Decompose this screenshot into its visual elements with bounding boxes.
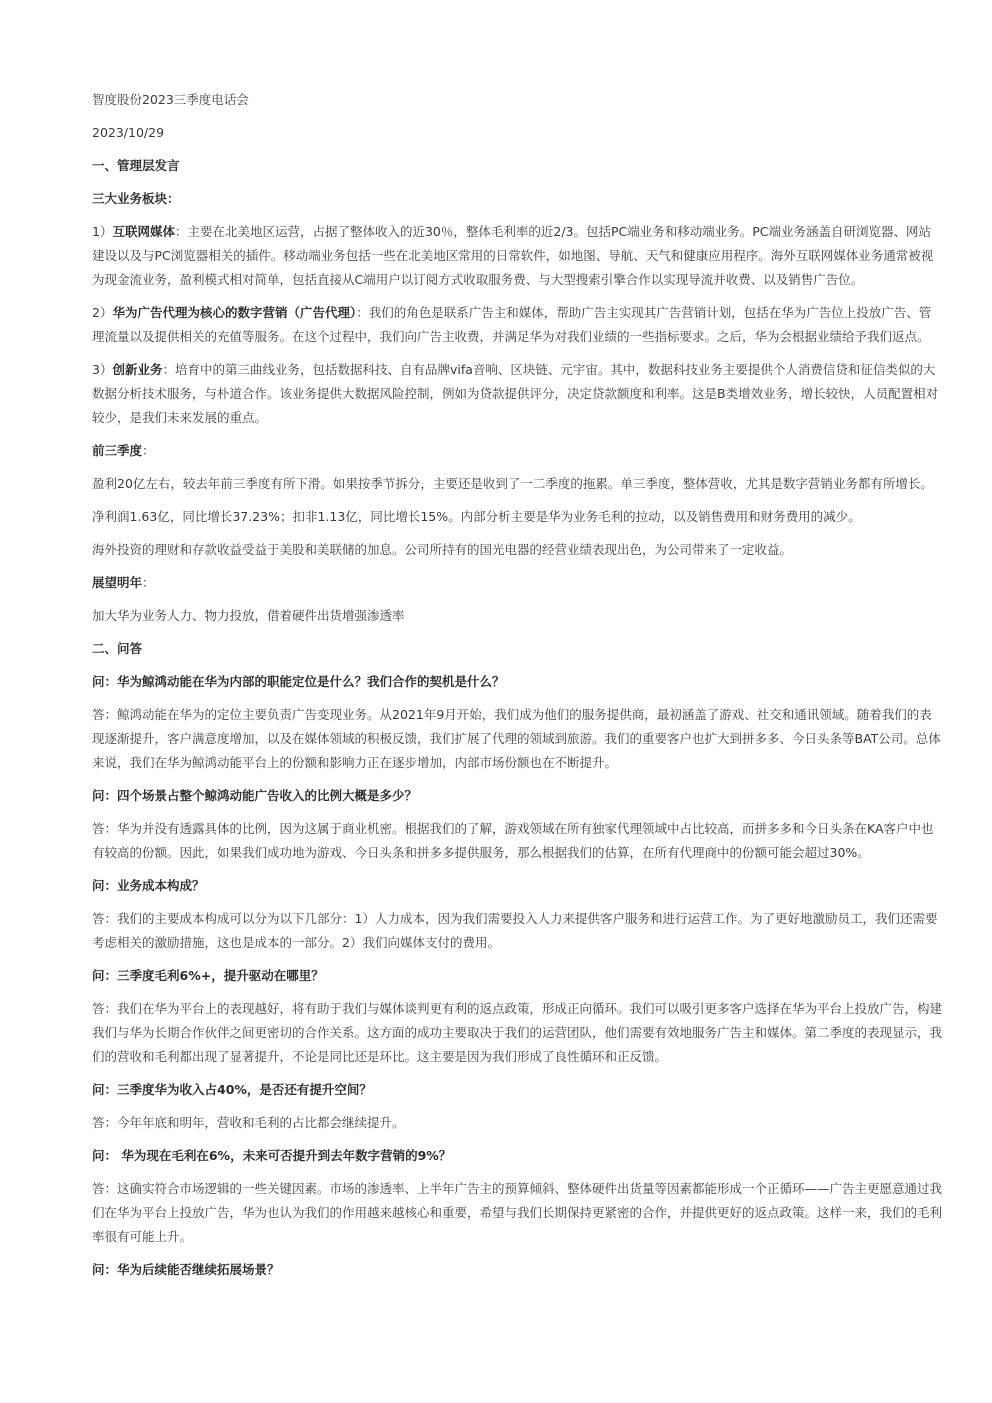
segment-prefix: 2） bbox=[92, 305, 113, 320]
qa-question: 问：三季度毛利6%+，提升驱动在哪里？ bbox=[92, 968, 324, 983]
q3-paragraph-net-profit: 净利润1.63亿，同比增长37.23%；扣非1.13亿，同比增长15%。内部分析主要是华为业务毛利的拉动，以及销售费用和财务费用的减少。 bbox=[92, 509, 861, 524]
segment-text: ：主要在北美地区运营，占据了整体收入的近30％，整体毛利率的近2/3。包括PC端业务和移动端业务。PC端业务涵盖自研浏览器、网站建设以及与PC浏览器相关的插件。移动端业务包括一些在北美地区常用的日常软件，如地图、导航、天气和健康应用程序。海外互联网媒体业务通常被视为现金流业务，盈利模式相对简单，包括直接从C端用户以订阅方式收取服务费、与大型搜索引擎合作以实现导流并收费、以及销售广告位。 bbox=[92, 224, 934, 287]
qa-answer: 答：这确实符合市场逻辑的一些关键因素。市场的渗透率、上半年广告主的预算倾斜、整体硬件出货量等因素都能形成一个正循环——广告主更愿意通过我们在华为平台上投放广告，华为也认为我们的作用越来越核心和重要，希望与我们长期保持更紧密的合作，并提供更好的返点政策。这样一来，我们的毛利率很有可能上升。 bbox=[92, 1181, 943, 1244]
segment-paragraph-digital-marketing bbox=[92, 301, 942, 349]
document-page bbox=[92, 88, 942, 1291]
qa-answer: 答：我们在华为平台上的表现越好，将有助于我们与媒体谈判更有利的返点政策，形成正向循环。我们可以吸引更多客户选择在华为平台上投放广告，构建我们与华为长期合作伙伴之间更密切的合作关系。这方面的成功主要取决于我们的运营团队，他们需要有效地服务广告主和媒体。第二季度的表现显示，我们的营收和毛利都出现了显著提升，不论是同比还是环比。这主要是因为我们形成了良性循环和正反馈。 bbox=[92, 1001, 943, 1064]
qa-question: 问： 华为现在毛利在6%，未来可否提升到去年数字营销的9%？ bbox=[92, 1148, 452, 1163]
sub-heading-colon: ： bbox=[142, 575, 155, 590]
section-heading-management: 一、管理层发言 bbox=[92, 158, 180, 173]
sub-heading-label: 展望明年 bbox=[92, 575, 143, 590]
document-title: 智度股份2023三季度电话会 bbox=[92, 92, 249, 107]
segment-text: ：我们的角色是联系广告主和媒体，帮助广告主实现其广告营销计划，包括在华为广告位上投放广告、管理流量以及提供相关的充值等服务。在这个过程中，我们向广告主收费，并满足华为对我们业绩的一些指标要求。之后，华为会根据业绩给予我们返点。 bbox=[92, 305, 932, 344]
segment-label: 互联网媒体 bbox=[112, 224, 175, 239]
segment-prefix: 1） bbox=[92, 224, 113, 239]
segment-label: 创新业务 bbox=[112, 362, 163, 377]
segment-label: 华为广告代理为核心的数字营销（广告代理） bbox=[112, 305, 357, 320]
qa-question: 问：华为后续能否继续拓展场景？ bbox=[92, 1262, 280, 1277]
qa-question: 问：业务成本构成？ bbox=[92, 878, 205, 893]
qa-question: 问：四个场景占整个鲸鸿动能广告收入的比例大概是多少？ bbox=[92, 788, 418, 803]
qa-question: 问：三季度华为收入占40%，是否还有提升空间？ bbox=[92, 1082, 372, 1097]
q3-paragraph-revenue: 盈利20亿左右，较去年前三季度有所下滑。如果按季节拆分，主要还是收到了一二季度的拖累。单三季度，整体营收，尤其是数字营销业务都有所增长。 bbox=[92, 476, 933, 491]
qa-answer: 答：华为并没有透露具体的比例，因为这属于商业机密。根据我们的了解，游戏领域在所有独家代理领域中占比较高，而拼多多和今日头条在KA客户中也有较高的份额。因此，如果我们成功地为游戏、今日头条和拼多多提供服务，那么根据我们的估算，在所有代理商中的份额可能会超过30%。 bbox=[92, 821, 934, 860]
sub-heading-first-three-quarters bbox=[92, 439, 942, 463]
sub-heading-colon: ： bbox=[142, 443, 155, 458]
sub-heading-outlook bbox=[92, 571, 942, 595]
document-date: 2023/10/29 bbox=[92, 125, 165, 140]
qa-question: 问：华为鲸鸿动能在华为内部的职能定位是什么？我们合作的契机是什么？ bbox=[92, 674, 505, 689]
qa-answer: 答：鲸鸿动能在华为的定位主要负责广告变现业务。从2021年9月开始，我们成为他们的服务提供商，最初涵盖了游戏、社交和通讯领域。随着我们的表现逐渐提升，客户满意度增加，以及在媒体领域的积极反馈，我们扩展了代理的领域到旅游。我们的重要客户也扩大到拼多多、今日头条等BAT公司。总体来说，我们在华为鲸鸿动能平台上的份额和影响力正在逐步增加，内部市场份额也在不断提升。 bbox=[92, 707, 941, 770]
segment-paragraph-internet-media bbox=[92, 220, 942, 292]
qa-answer: 答：我们的主要成本构成可以分为以下几部分：1）人力成本，因为我们需要投入人力来提供客户服务和进行运营工作。为了更好地激励员工，我们还需要考虑相关的激励措施，这也是成本的一部分。2）我们向媒体支付的费用。 bbox=[92, 911, 938, 950]
segment-paragraph-innovation bbox=[92, 358, 942, 430]
section-heading-qa: 二、问答 bbox=[92, 641, 143, 656]
qa-answer: 答：今年年底和明年，营收和毛利的占比都会继续提升。 bbox=[92, 1115, 405, 1130]
segment-prefix: 3） bbox=[92, 362, 113, 377]
segment-text: ：培育中的第三曲线业务，包括数据科技、自有品牌vifa音响、区块链、元宇宙。其中，数据科技业务主要提供个人消费信贷和征信类似的大数据分析技术服务，与朴道合作。该业务提供大数据风险控制，例如为贷款提供评分，决定贷款额度和利率。这是B类增效业务，增长较快，人员配置相对较少，是我们未来发展的重点。 bbox=[92, 362, 939, 425]
q3-paragraph-investment: 海外投资的理财和存款收益受益于美股和美联储的加息。公司所持有的国光电器的经营业绩表现出色，为公司带来了一定收益。 bbox=[92, 542, 793, 557]
sub-heading-three-segments: 三大业务板块： bbox=[92, 191, 180, 206]
sub-heading-label: 前三季度 bbox=[92, 443, 143, 458]
outlook-paragraph: 加大华为业务人力、物力投放，借着硬件出货增强渗透率 bbox=[92, 608, 405, 623]
